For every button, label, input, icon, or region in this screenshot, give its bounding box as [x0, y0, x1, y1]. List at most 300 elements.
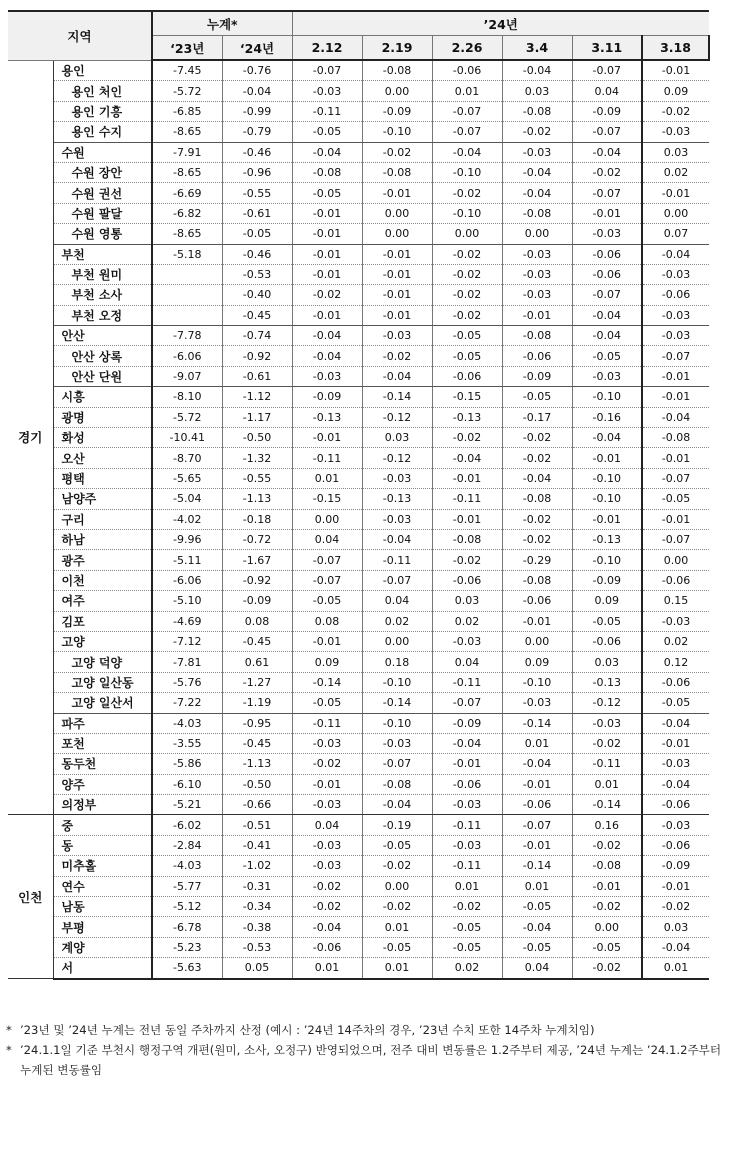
value-cell: -0.09 — [502, 366, 572, 386]
value-cell: -0.03 — [362, 468, 432, 488]
value-cell: -0.02 — [572, 733, 642, 753]
table-row — [8, 264, 709, 284]
table-row — [8, 142, 709, 162]
value-cell: 0.04 — [362, 591, 432, 611]
value-cell: 0.03 — [432, 591, 502, 611]
value-cell: -0.15 — [432, 387, 502, 407]
value-cell: 0.02 — [642, 162, 709, 182]
value-cell: -0.04 — [292, 917, 362, 937]
value-cell: -0.06 — [572, 631, 642, 651]
table-row — [8, 224, 709, 244]
table-row — [8, 631, 709, 651]
value-cell: -0.03 — [572, 366, 642, 386]
value-cell: -0.11 — [362, 550, 432, 570]
table-row — [8, 346, 709, 366]
value-cell: -0.16 — [572, 407, 642, 427]
value-cell: -0.01 — [502, 835, 572, 855]
value-cell: -0.05 — [432, 937, 502, 957]
table-row — [8, 591, 709, 611]
value-cell: 0.01 — [292, 468, 362, 488]
header-year24: ’24년 — [292, 11, 709, 36]
value-cell: -0.01 — [432, 468, 502, 488]
value-cell: -0.74 — [222, 326, 292, 346]
value-cell: 0.00 — [362, 631, 432, 651]
value-cell: -6.02 — [152, 815, 222, 835]
table-row — [8, 81, 709, 101]
value-cell: -0.11 — [432, 672, 502, 692]
header-col-3-11: 3.11 — [572, 36, 642, 61]
value-cell: -6.06 — [152, 346, 222, 366]
value-cell: -0.04 — [572, 142, 642, 162]
value-cell: 0.01 — [362, 917, 432, 937]
value-cell: 0.02 — [432, 958, 502, 979]
city-label: 안산 — [53, 326, 152, 346]
province-label: 경기 — [8, 60, 53, 815]
table-row — [8, 917, 709, 937]
footnote-mark: * — [6, 1023, 12, 1037]
value-cell: -0.02 — [432, 244, 502, 264]
table-row — [8, 203, 709, 223]
value-cell: -0.04 — [572, 428, 642, 448]
value-cell: -0.12 — [362, 448, 432, 468]
value-cell: -6.06 — [152, 570, 222, 590]
value-cell: 0.04 — [502, 958, 572, 979]
value-cell: -0.01 — [502, 305, 572, 325]
value-cell: -0.05 — [432, 326, 502, 346]
city-label: 구리 — [53, 509, 152, 529]
value-cell: -5.21 — [152, 795, 222, 815]
value-cell: -6.85 — [152, 101, 222, 121]
province-label: 인천 — [8, 815, 53, 979]
value-cell: -0.02 — [292, 285, 362, 305]
value-cell: -0.45 — [222, 305, 292, 325]
city-label: 하남 — [53, 529, 152, 549]
value-cell: -0.72 — [222, 529, 292, 549]
value-cell: -7.91 — [152, 142, 222, 162]
value-cell: -0.29 — [502, 550, 572, 570]
value-cell: -0.10 — [432, 203, 502, 223]
value-cell: -0.01 — [292, 428, 362, 448]
table-row — [8, 529, 709, 549]
city-label: 파주 — [53, 713, 152, 733]
value-cell: -0.01 — [432, 509, 502, 529]
value-cell: -0.03 — [502, 142, 572, 162]
table-row — [8, 774, 709, 794]
value-cell: 0.15 — [642, 591, 709, 611]
table-row — [8, 897, 709, 917]
value-cell: 0.08 — [292, 611, 362, 631]
value-cell: 0.00 — [642, 203, 709, 223]
value-cell: -0.07 — [362, 754, 432, 774]
value-cell: -0.13 — [572, 672, 642, 692]
district-label: 고양 일산서 — [53, 693, 152, 713]
value-cell: -0.09 — [432, 713, 502, 733]
table-row — [8, 876, 709, 896]
value-cell: -0.09 — [292, 387, 362, 407]
value-cell: 0.01 — [502, 876, 572, 896]
city-label: 연수 — [53, 876, 152, 896]
value-cell: -0.03 — [642, 305, 709, 325]
value-cell: -0.10 — [432, 162, 502, 182]
table-row — [8, 448, 709, 468]
value-cell: -0.08 — [502, 203, 572, 223]
value-cell: -0.46 — [222, 244, 292, 264]
value-cell: -5.18 — [152, 244, 222, 264]
value-cell: -0.02 — [642, 897, 709, 917]
value-cell: -5.72 — [152, 407, 222, 427]
value-cell: -0.02 — [432, 305, 502, 325]
district-label: 수원 권선 — [53, 183, 152, 203]
value-cell: -0.06 — [432, 366, 502, 386]
value-cell: -0.09 — [572, 570, 642, 590]
value-cell: -0.10 — [362, 672, 432, 692]
value-cell: -0.01 — [572, 509, 642, 529]
value-cell: -0.07 — [432, 122, 502, 142]
value-cell: -0.07 — [642, 529, 709, 549]
table-row — [8, 60, 709, 81]
value-cell: -0.08 — [292, 162, 362, 182]
value-cell: -0.01 — [362, 183, 432, 203]
value-cell: -7.22 — [152, 693, 222, 713]
value-cell: -0.01 — [642, 183, 709, 203]
value-cell: -0.01 — [292, 305, 362, 325]
value-cell: -0.06 — [432, 774, 502, 794]
value-cell: -0.02 — [362, 346, 432, 366]
value-cell: -0.01 — [292, 224, 362, 244]
price-change-table-wrapper — [8, 10, 709, 980]
city-label: 용인 — [53, 60, 152, 81]
value-cell: -0.04 — [502, 183, 572, 203]
value-cell: -0.10 — [572, 489, 642, 509]
value-cell: -7.12 — [152, 631, 222, 651]
value-cell: -5.12 — [152, 897, 222, 917]
value-cell: -0.07 — [432, 101, 502, 121]
value-cell: -0.14 — [502, 856, 572, 876]
value-cell: -6.10 — [152, 774, 222, 794]
footnote-text: ’23년 및 ’24년 누계는 전년 동일 주차까지 산정 (예시 : ’24년 14주차의 경우, ’23년 수치 또한 14주차 누계치임) — [20, 1023, 595, 1037]
price-change-table — [8, 10, 710, 980]
value-cell: -4.02 — [152, 509, 222, 529]
value-cell: -4.03 — [152, 713, 222, 733]
value-cell: -0.61 — [222, 366, 292, 386]
value-cell: -0.06 — [502, 795, 572, 815]
value-cell: -0.14 — [362, 387, 432, 407]
value-cell: -0.02 — [432, 550, 502, 570]
value-cell: 0.01 — [292, 958, 362, 979]
value-cell: -0.12 — [572, 693, 642, 713]
city-label: 화성 — [53, 428, 152, 448]
value-cell: 0.18 — [362, 652, 432, 672]
value-cell: -0.04 — [502, 754, 572, 774]
value-cell: 0.01 — [432, 876, 502, 896]
value-cell: -0.04 — [432, 142, 502, 162]
table-row — [8, 407, 709, 427]
value-cell: 0.04 — [572, 81, 642, 101]
value-cell: -0.76 — [222, 60, 292, 81]
value-cell: -0.06 — [572, 264, 642, 284]
district-label: 용인 수지 — [53, 122, 152, 142]
value-cell: -0.04 — [222, 81, 292, 101]
value-cell: -0.10 — [362, 713, 432, 733]
value-cell: 0.00 — [362, 203, 432, 223]
city-label: 양주 — [53, 774, 152, 794]
value-cell: -0.03 — [642, 611, 709, 631]
value-cell: -0.04 — [292, 346, 362, 366]
value-cell: -0.09 — [572, 101, 642, 121]
value-cell: -1.19 — [222, 693, 292, 713]
district-label: 안산 상록 — [53, 346, 152, 366]
value-cell: -0.04 — [572, 305, 642, 325]
table-row — [8, 428, 709, 448]
city-label: 부평 — [53, 917, 152, 937]
value-cell: -0.07 — [362, 570, 432, 590]
value-cell: -0.61 — [222, 203, 292, 223]
value-cell: 0.03 — [572, 652, 642, 672]
value-cell: -0.92 — [222, 570, 292, 590]
value-cell: -0.04 — [502, 162, 572, 182]
value-cell: -0.03 — [432, 631, 502, 651]
value-cell: -0.01 — [292, 244, 362, 264]
value-cell: -5.72 — [152, 81, 222, 101]
value-cell: -9.96 — [152, 529, 222, 549]
value-cell: -0.03 — [292, 856, 362, 876]
district-label: 수원 장안 — [53, 162, 152, 182]
table-row — [8, 244, 709, 264]
value-cell: -0.01 — [432, 754, 502, 774]
district-label: 부천 원미 — [53, 264, 152, 284]
value-cell: -0.09 — [642, 856, 709, 876]
district-label: 수원 팔달 — [53, 203, 152, 223]
value-cell: -0.04 — [362, 366, 432, 386]
value-cell: 0.01 — [432, 81, 502, 101]
header-cumulative: 누계* — [152, 11, 292, 36]
value-cell: -0.05 — [642, 489, 709, 509]
city-label: 미추홀 — [53, 856, 152, 876]
header-col-23: ‘23년 — [152, 36, 222, 61]
value-cell: 0.09 — [572, 591, 642, 611]
value-cell: -0.06 — [502, 591, 572, 611]
value-cell: 0.00 — [572, 917, 642, 937]
table-header — [8, 11, 709, 60]
value-cell: -0.45 — [222, 733, 292, 753]
table-row — [8, 162, 709, 182]
value-cell: -0.03 — [572, 224, 642, 244]
value-cell: -0.55 — [222, 468, 292, 488]
table-row — [8, 713, 709, 733]
footnote — [6, 1020, 726, 1040]
district-label: 용인 처인 — [53, 81, 152, 101]
value-cell: 0.00 — [362, 224, 432, 244]
value-cell: -0.02 — [502, 509, 572, 529]
value-cell: -0.04 — [642, 937, 709, 957]
district-label: 부천 오정 — [53, 305, 152, 325]
value-cell: -0.05 — [432, 346, 502, 366]
value-cell: -0.02 — [432, 183, 502, 203]
value-cell: -0.03 — [642, 264, 709, 284]
value-cell: 0.02 — [432, 611, 502, 631]
header-col-2-26: 2.26 — [432, 36, 502, 61]
value-cell: -0.10 — [502, 672, 572, 692]
value-cell: -0.02 — [362, 142, 432, 162]
value-cell: -0.13 — [572, 529, 642, 549]
value-cell: -0.09 — [362, 101, 432, 121]
city-label: 중 — [53, 815, 152, 835]
value-cell: -0.02 — [502, 122, 572, 142]
city-label: 오산 — [53, 448, 152, 468]
value-cell: -0.06 — [642, 285, 709, 305]
value-cell: -0.51 — [222, 815, 292, 835]
value-cell: -0.95 — [222, 713, 292, 733]
value-cell: -0.03 — [292, 81, 362, 101]
value-cell: -0.66 — [222, 795, 292, 815]
value-cell: -0.11 — [432, 489, 502, 509]
value-cell: 0.07 — [642, 224, 709, 244]
value-cell: -0.92 — [222, 346, 292, 366]
table-row — [8, 285, 709, 305]
value-cell: -0.04 — [432, 733, 502, 753]
value-cell: -0.10 — [572, 468, 642, 488]
value-cell: -8.65 — [152, 122, 222, 142]
value-cell: -0.34 — [222, 897, 292, 917]
value-cell: -0.07 — [502, 815, 572, 835]
value-cell: -0.04 — [362, 795, 432, 815]
value-cell: -0.07 — [572, 122, 642, 142]
value-cell: 0.03 — [502, 81, 572, 101]
value-cell: -0.05 — [502, 937, 572, 957]
value-cell: 0.04 — [292, 815, 362, 835]
value-cell: -5.65 — [152, 468, 222, 488]
city-label: 김포 — [53, 611, 152, 631]
city-label: 광주 — [53, 550, 152, 570]
value-cell: -2.84 — [152, 835, 222, 855]
district-label: 고양 일산동 — [53, 672, 152, 692]
value-cell: -0.06 — [642, 570, 709, 590]
value-cell: -0.02 — [432, 264, 502, 284]
city-label: 포천 — [53, 733, 152, 753]
value-cell: -0.01 — [642, 876, 709, 896]
table-row — [8, 387, 709, 407]
value-cell: -0.04 — [292, 142, 362, 162]
footnotes — [6, 1020, 726, 1080]
value-cell: -0.11 — [572, 754, 642, 774]
value-cell: -5.11 — [152, 550, 222, 570]
value-cell: -0.06 — [642, 672, 709, 692]
value-cell: -0.01 — [642, 60, 709, 81]
table-row — [8, 856, 709, 876]
value-cell: -0.13 — [292, 407, 362, 427]
city-label: 부천 — [53, 244, 152, 264]
value-cell: -0.01 — [572, 876, 642, 896]
value-cell: -0.06 — [502, 346, 572, 366]
value-cell: -0.05 — [432, 917, 502, 937]
value-cell: -0.01 — [502, 774, 572, 794]
value-cell: -0.11 — [292, 101, 362, 121]
value-cell: -5.04 — [152, 489, 222, 509]
value-cell: -0.01 — [362, 264, 432, 284]
value-cell: -0.06 — [572, 244, 642, 264]
value-cell: -6.82 — [152, 203, 222, 223]
value-cell: -0.07 — [642, 346, 709, 366]
value-cell: -0.07 — [292, 550, 362, 570]
footnote — [6, 1040, 726, 1080]
value-cell: -0.17 — [502, 407, 572, 427]
city-label: 고양 — [53, 631, 152, 651]
city-label: 평택 — [53, 468, 152, 488]
value-cell: 0.08 — [222, 611, 292, 631]
value-cell: -0.03 — [502, 285, 572, 305]
value-cell: -7.78 — [152, 326, 222, 346]
table-row — [8, 937, 709, 957]
value-cell: -0.14 — [292, 672, 362, 692]
value-cell: -0.02 — [572, 162, 642, 182]
value-cell: -0.55 — [222, 183, 292, 203]
city-label: 동두천 — [53, 754, 152, 774]
table-row — [8, 693, 709, 713]
value-cell: -0.01 — [572, 448, 642, 468]
city-label: 계양 — [53, 937, 152, 957]
value-cell: 0.02 — [362, 611, 432, 631]
value-cell: -1.67 — [222, 550, 292, 570]
table-row — [8, 958, 709, 979]
value-cell: -0.08 — [502, 489, 572, 509]
value-cell: -0.05 — [222, 224, 292, 244]
value-cell: -0.15 — [292, 489, 362, 509]
value-cell: -0.05 — [572, 611, 642, 631]
value-cell: 0.00 — [362, 876, 432, 896]
header-col-3-18: 3.18 — [642, 36, 709, 61]
value-cell: 0.01 — [572, 774, 642, 794]
value-cell — [152, 264, 222, 284]
footnote-mark: * — [6, 1043, 12, 1057]
value-cell: -0.04 — [292, 326, 362, 346]
table-row — [8, 509, 709, 529]
value-cell: -0.05 — [362, 937, 432, 957]
table-row — [8, 468, 709, 488]
table-row — [8, 183, 709, 203]
city-label: 광명 — [53, 407, 152, 427]
value-cell: -0.01 — [642, 448, 709, 468]
value-cell: 0.01 — [642, 958, 709, 979]
value-cell: -0.07 — [642, 468, 709, 488]
value-cell: 0.03 — [362, 428, 432, 448]
value-cell: -0.38 — [222, 917, 292, 937]
district-label: 부천 소사 — [53, 285, 152, 305]
value-cell: -0.05 — [292, 122, 362, 142]
city-label: 여주 — [53, 591, 152, 611]
value-cell: -0.03 — [642, 754, 709, 774]
value-cell: -0.10 — [572, 550, 642, 570]
value-cell: 0.03 — [642, 142, 709, 162]
value-cell: -0.08 — [572, 856, 642, 876]
table-row — [8, 795, 709, 815]
value-cell: -1.02 — [222, 856, 292, 876]
value-cell: 0.09 — [502, 652, 572, 672]
value-cell: -0.02 — [572, 835, 642, 855]
value-cell: -0.05 — [362, 835, 432, 855]
value-cell: -5.77 — [152, 876, 222, 896]
value-cell: -8.65 — [152, 162, 222, 182]
value-cell: -1.13 — [222, 489, 292, 509]
table-row — [8, 754, 709, 774]
value-cell: -0.01 — [362, 285, 432, 305]
district-label: 안산 단원 — [53, 366, 152, 386]
value-cell: -0.08 — [502, 101, 572, 121]
value-cell: -0.41 — [222, 835, 292, 855]
city-label: 수원 — [53, 142, 152, 162]
value-cell: -8.70 — [152, 448, 222, 468]
value-cell: -1.12 — [222, 387, 292, 407]
value-cell: 0.00 — [362, 81, 432, 101]
